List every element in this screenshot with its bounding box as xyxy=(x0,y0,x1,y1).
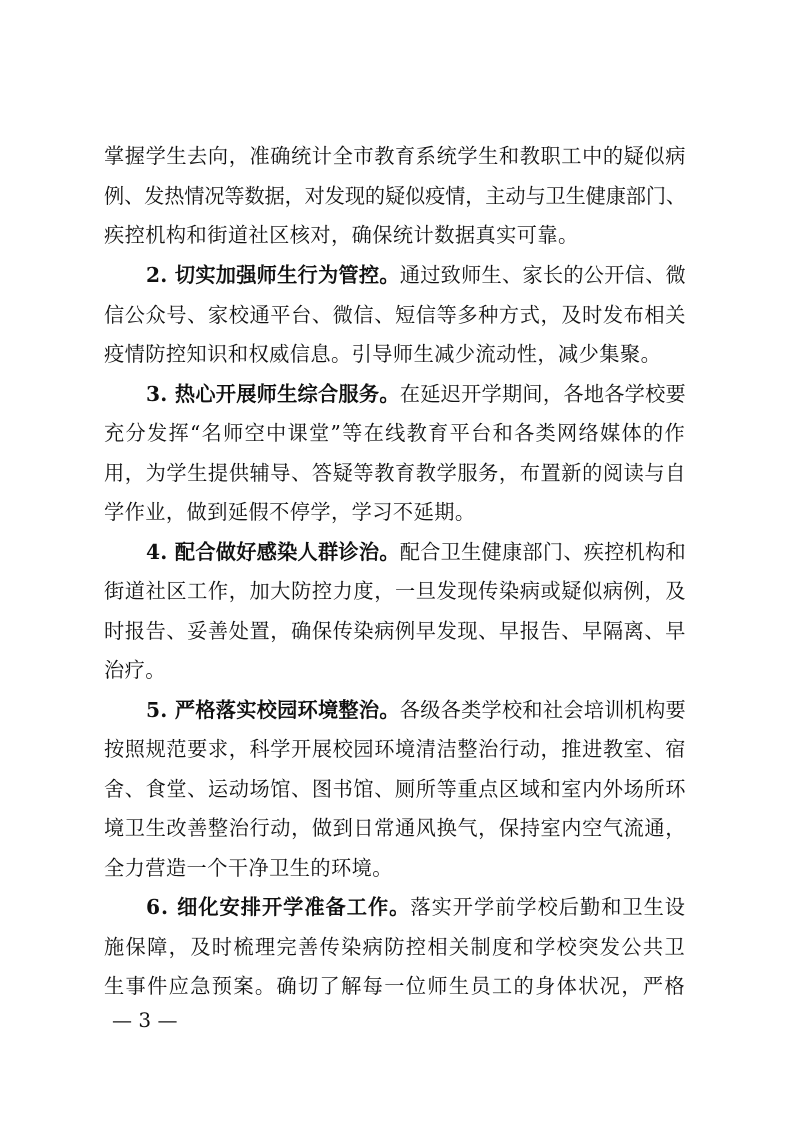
section-heading: 6. 细化安排开学准备工作。 xyxy=(146,895,411,919)
text-line: 例、发热情况等数据，对发现的疑似疫情，主动与卫生健康部门、 xyxy=(104,184,686,208)
section-heading: 3. 热心开展师生综合服务。 xyxy=(146,382,400,406)
text-line: 掌握学生去向，准确统计全市教育系统学生和教职工中的疑似病 xyxy=(104,144,686,168)
text-line: 疫情防控知识和权威信息。引导师生减少流动性，减少集聚。 xyxy=(104,342,662,366)
text-line: 舍、食堂、运动场馆、图书馆、厕所等重点区域和室内外场所环 xyxy=(104,777,686,801)
text-line: 按照规范要求，科学开展校园环境清洁整治行动，推进教室、宿 xyxy=(104,737,686,761)
section-3-heading-line: 3. 热心开展师生综合服务。在延迟开学期间，各地各学校要 xyxy=(146,382,686,406)
text-line: 疾控机构和街道社区核对，确保统计数据真实可靠。 xyxy=(104,223,579,247)
section-2-heading-line: 2. 切实加强师生行为管控。通过致师生、家长的公开信、微 xyxy=(146,263,686,287)
text-line: 全力营造一个干净卫生的环境。 xyxy=(104,856,393,880)
section-4-heading-line: 4. 配合做好感染人群诊治。配合卫生健康部门、疾控机构和 xyxy=(146,540,686,564)
page-number: — 3 — xyxy=(112,1008,178,1032)
text-line: 生事件应急预案。确切了解每一位师生员工的身体状况，严格 xyxy=(104,974,686,998)
text-line: 施保障，及时梳理完善传染病防控相关制度和学校突发公共卫 xyxy=(104,935,686,959)
text-line: 学作业，做到延假不停学，学习不延期。 xyxy=(104,500,476,524)
section-heading: 4. 配合做好感染人群诊治。 xyxy=(146,540,400,564)
section-heading: 2. 切实加强师生行为管控。 xyxy=(146,263,400,287)
text-line: 街道社区工作，加大防控力度，一旦发现传染病或疑似病例，及 xyxy=(104,579,686,603)
section-6-heading-line: 6. 细化安排开学准备工作。落实开学前学校后勤和卫生设 xyxy=(146,895,686,919)
text-line: 境卫生改善整治行动，做到日常通风换气，保持室内空气流通， xyxy=(104,816,686,840)
text-line: 信公众号、家校通平台、微信、短信等多种方式，及时发布相关 xyxy=(104,303,686,327)
text-line: 时报告、妥善处置，确保传染病例早发现、早报告、早隔离、早 xyxy=(104,619,686,643)
section-heading: 5. 严格落实校园环境整治。 xyxy=(146,698,400,722)
text-line: 用，为学生提供辅导、答疑等教育教学服务，布置新的阅读与自 xyxy=(104,461,686,485)
section-5-heading-line: 5. 严格落实校园环境整治。各级各类学校和社会培训机构要 xyxy=(146,698,686,722)
text-line: 治疗。 xyxy=(104,658,166,682)
text-line: 充分发挥“名师空中课堂”等在线教育平台和各类网络媒体的作 xyxy=(104,421,686,445)
